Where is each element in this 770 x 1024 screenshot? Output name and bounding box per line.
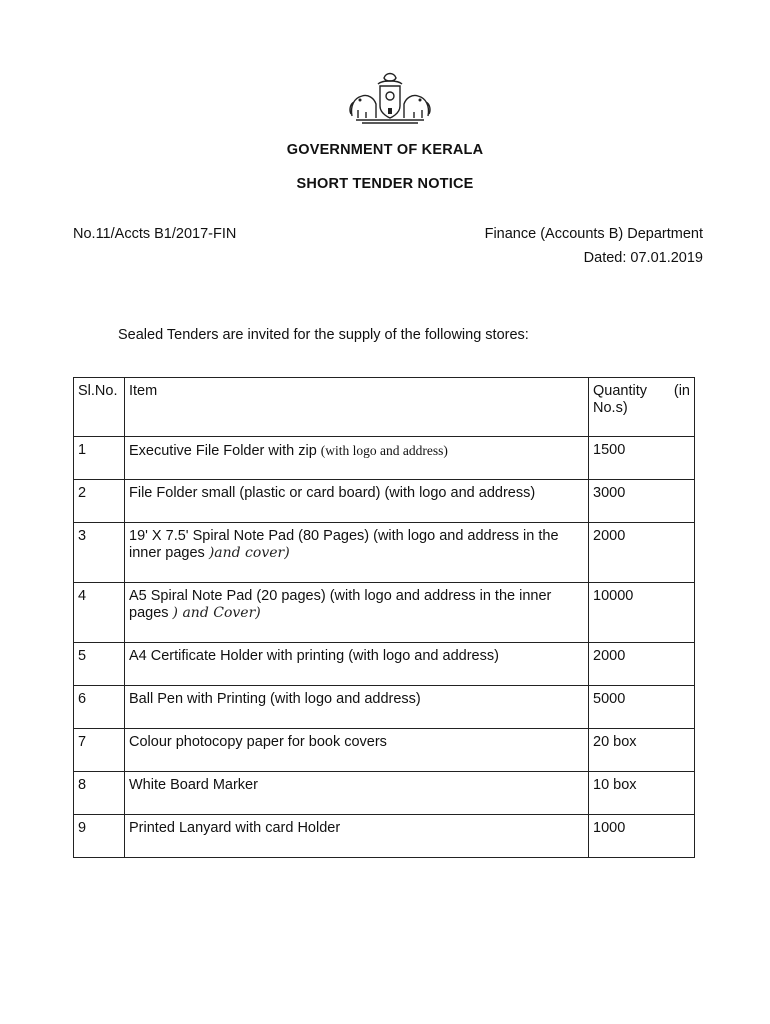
table-row <box>74 772 695 815</box>
kerala-state-emblem-icon <box>348 68 432 126</box>
table-row <box>74 523 695 583</box>
handwritten-annotation: )and cover) <box>208 545 290 561</box>
row-slno: 5 <box>74 643 125 686</box>
handwritten-annotation: ) and Cover) <box>172 605 261 621</box>
table-row <box>74 583 695 643</box>
items-table <box>73 377 695 858</box>
row-slno: 8 <box>74 772 125 815</box>
row-item: Printed Lanyard with card Holder <box>125 815 589 858</box>
row-quantity: 5000 <box>589 686 695 729</box>
header-quantity-unit: No.s) <box>593 400 628 416</box>
row-item-text: Executive File Folder with zip <box>129 443 317 459</box>
row-quantity: 20 box <box>589 729 695 772</box>
row-item: A4 Certificate Holder with printing (with logo and address) <box>125 643 589 686</box>
header-quantity-unit-open: (in <box>673 383 690 399</box>
row-item-text: 19' X 7.5' Spiral Note Pad (80 Pages) (with logo and address in the inner pages <box>129 528 559 561</box>
table-row <box>74 686 695 729</box>
row-item <box>125 523 589 583</box>
header-slno: Sl.No. <box>74 378 125 437</box>
row-item: White Board Marker <box>125 772 589 815</box>
row-slno: 1 <box>74 437 125 480</box>
reference-number: No.11/Accts B1/2017-FIN <box>73 226 237 242</box>
row-item: Ball Pen with Printing (with logo and address) <box>125 686 589 729</box>
table-row <box>74 729 695 772</box>
date-line: Dated: 07.01.2019 <box>583 250 703 266</box>
row-quantity: 3000 <box>589 480 695 523</box>
row-item-text: A5 Spiral Note Pad (20 pages) (with logo and address in the inner pages <box>129 588 552 621</box>
department-name: Finance (Accounts B) Department <box>484 226 703 242</box>
row-slno: 9 <box>74 815 125 858</box>
intro-text: Sealed Tenders are invited for the supply of the following stores: <box>118 327 529 343</box>
row-quantity: 1500 <box>589 437 695 480</box>
row-quantity: 10000 <box>589 583 695 643</box>
table-row <box>74 437 695 480</box>
table-row <box>74 643 695 686</box>
government-heading: GOVERNMENT OF KERALA <box>286 142 484 158</box>
row-quantity: 2000 <box>589 523 695 583</box>
notice-title: SHORT TENDER NOTICE <box>296 176 474 192</box>
row-slno: 2 <box>74 480 125 523</box>
header-item: Item <box>125 378 589 437</box>
table-row <box>74 480 695 523</box>
row-item: File Folder small (plastic or card board) (with logo and address) <box>125 480 589 523</box>
table-row <box>74 815 695 858</box>
table-header-row <box>74 378 695 437</box>
row-item-extra: (with logo and address) <box>320 443 448 458</box>
header-quantity-label: Quantity <box>593 383 647 399</box>
row-quantity: 10 box <box>589 772 695 815</box>
row-item: Colour photocopy paper for book covers <box>125 729 589 772</box>
row-slno: 6 <box>74 686 125 729</box>
row-slno: 4 <box>74 583 125 643</box>
row-item <box>125 583 589 643</box>
row-quantity: 2000 <box>589 643 695 686</box>
row-quantity: 1000 <box>589 815 695 858</box>
row-slno: 3 <box>74 523 125 583</box>
row-slno: 7 <box>74 729 125 772</box>
header-quantity <box>589 378 695 437</box>
row-item <box>125 437 589 480</box>
